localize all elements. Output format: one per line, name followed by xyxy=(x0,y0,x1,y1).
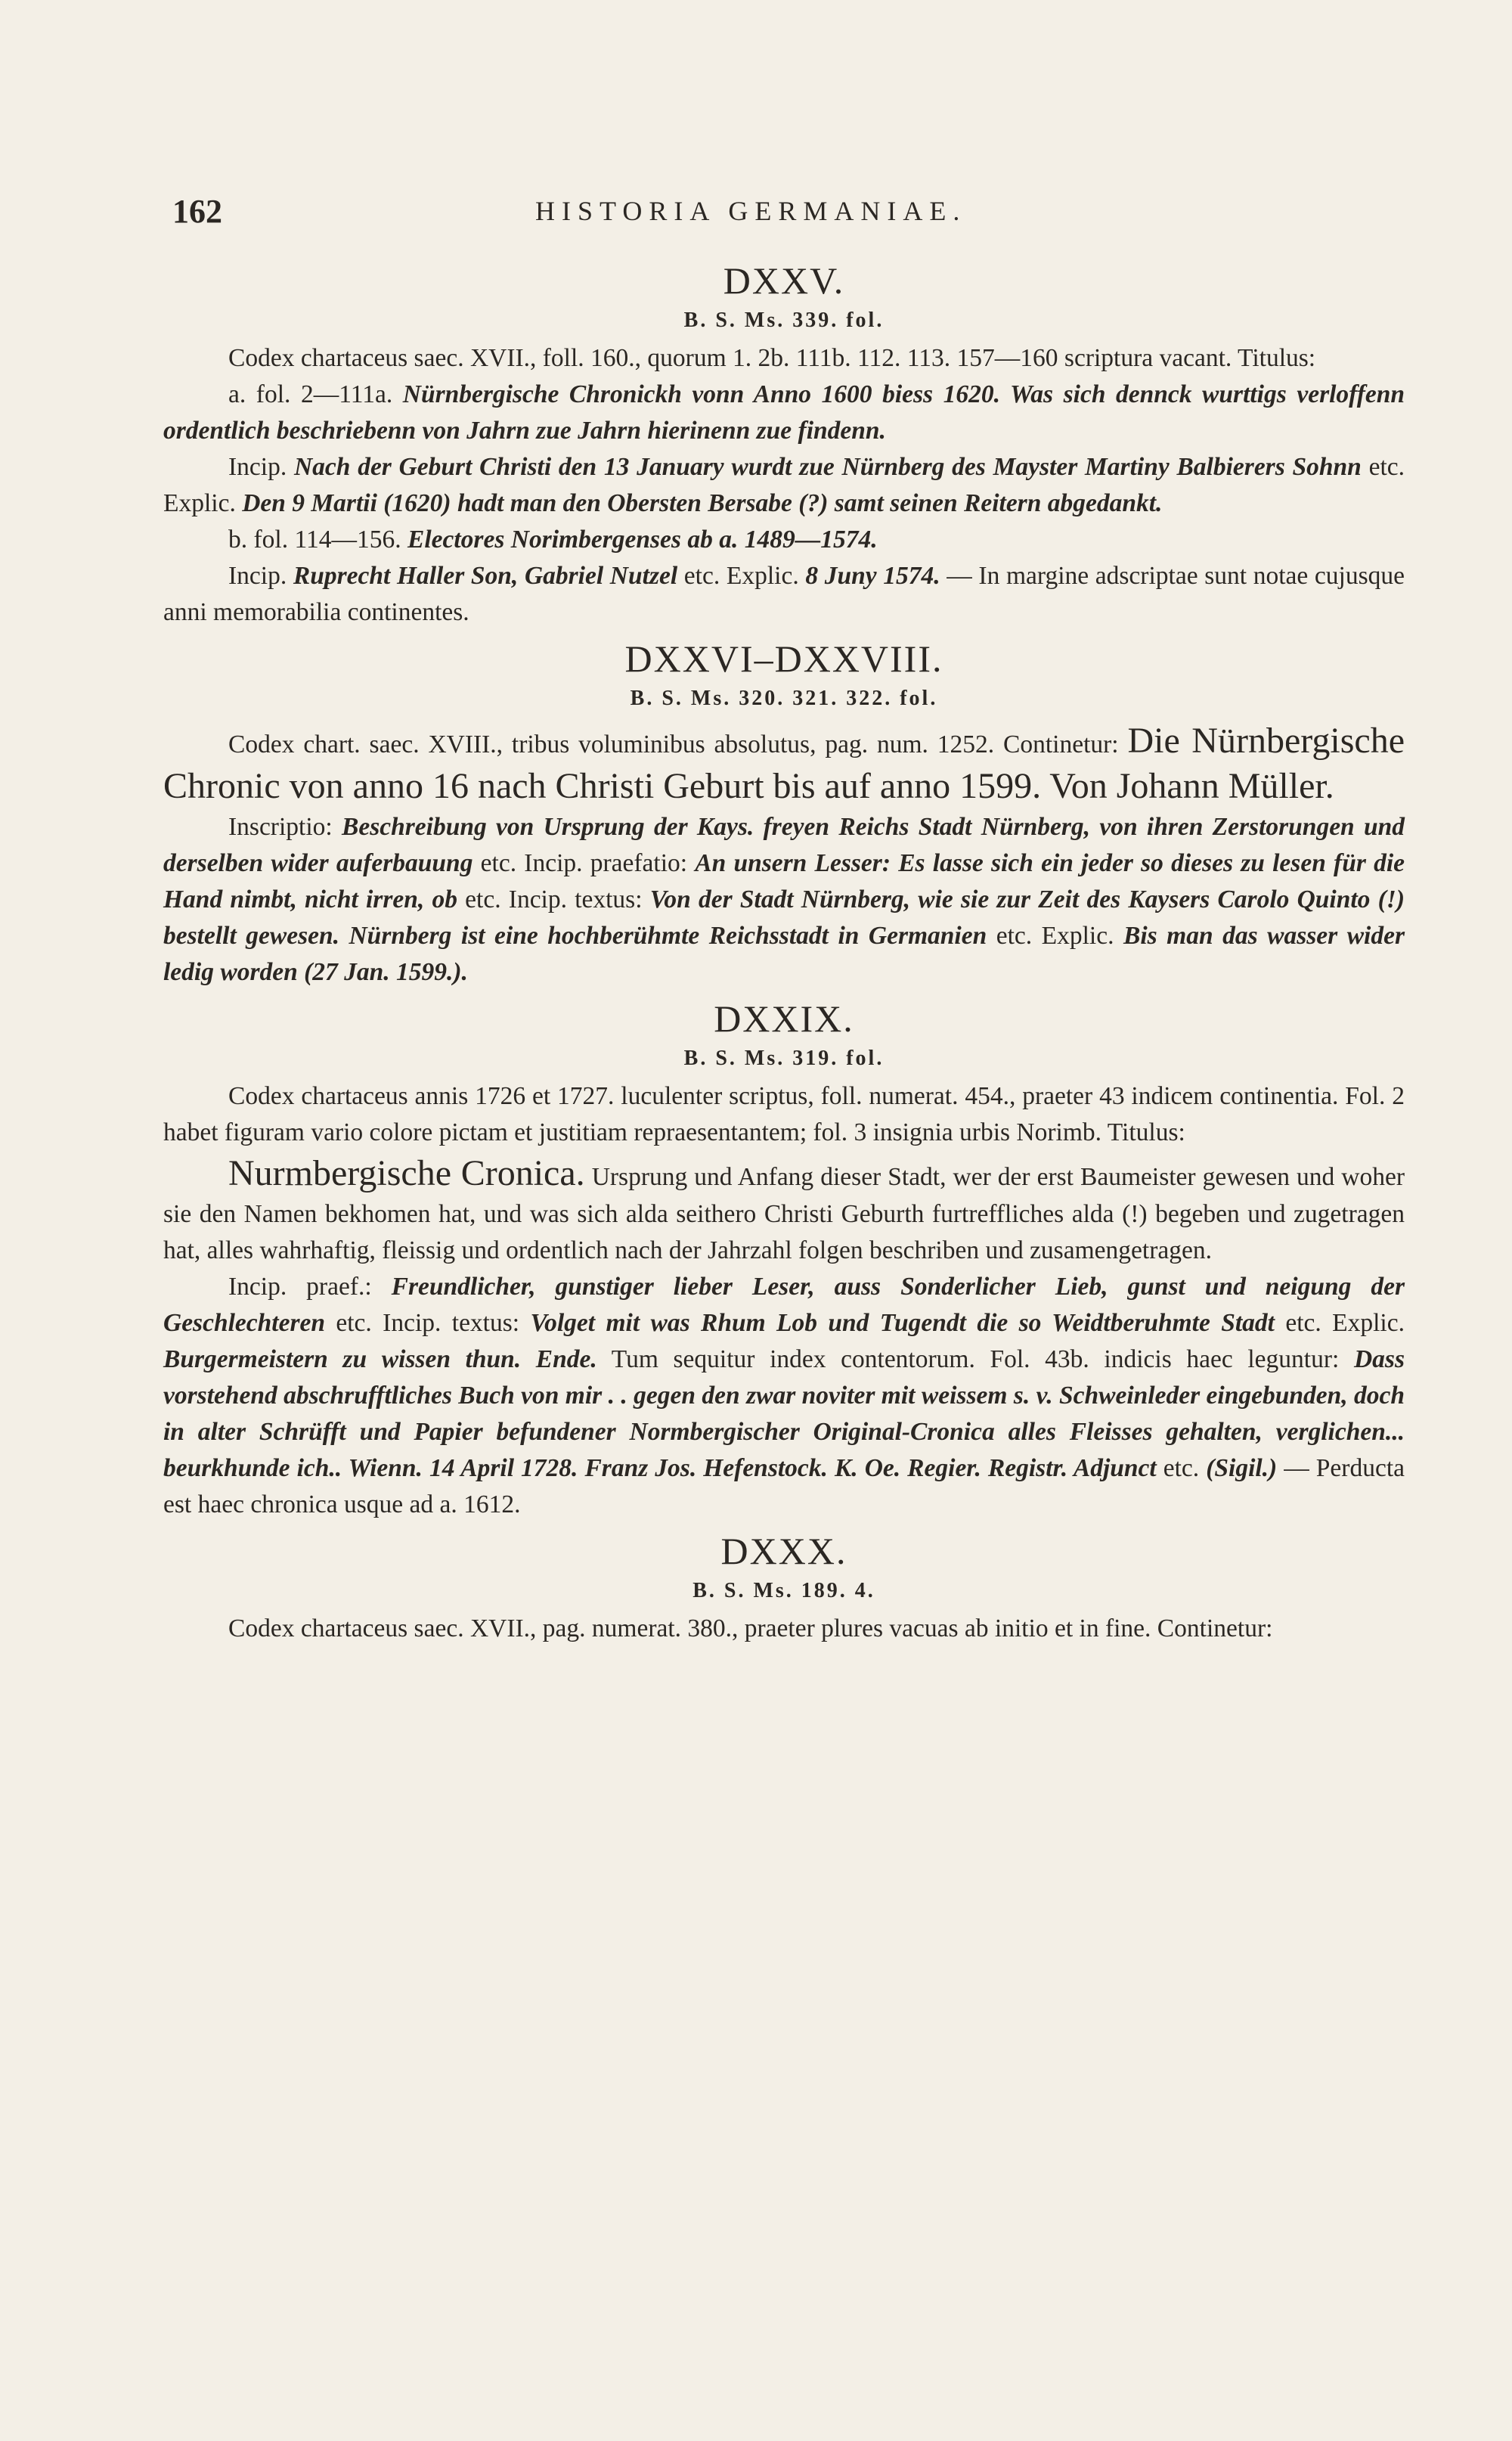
page-number: 162 xyxy=(172,193,222,230)
german-title: Nürnbergische Chronickh vonn Anno 1600 biess 1620. Was sich dennck wurttigs verloffenn ordentlich beschriebenn von Jahrn zue Jahrn hierinenn zue findenn. xyxy=(163,380,1405,445)
textus-label: etc. Incip. textus: xyxy=(325,1309,531,1337)
entry-heading: DXXIX. xyxy=(714,997,854,1040)
codex-description xyxy=(163,718,1405,809)
praefatio-text: An unsern Lesser: Es lasse sich ein jeder so dieses zu lesen für die Hand nimbt, nicht irren, ob xyxy=(163,849,1405,913)
codex-description-text: Codex chart. saec. XVIII., tribus voluminibus absolutus, pag. num. 1252. Continetur: xyxy=(228,730,1119,758)
closing-note: — Perducta est haec chronica usque ad a. 1612. xyxy=(163,1454,1405,1518)
incipit-explicit-a xyxy=(163,449,1405,522)
entry-dxxv xyxy=(163,257,1405,631)
explic-label: etc. Explic. xyxy=(163,453,1405,517)
chronicle-subtitle: Ursprung und Anfang dieser Stadt, wer der erst Baumeister gewesen und woher sie den Namen bekhomen hat, und was sich alda seithero Christi Geburth furtreffliches alda (!) begeben und zugetragen hat, alles wahrhaftig, fleissig und ordentlich nach der Jahrzahl folgen beschriben und zusamengetragen. xyxy=(163,1163,1405,1264)
textus-label: etc. Incip. textus: xyxy=(457,886,650,913)
latin-title: Electores Norimbergenses ab a. 1489—1574. xyxy=(407,526,878,554)
inscription-text: Beschreibung von Ursprung der Kays. freyen Reichs Stadt Nürnberg, von ihren Zerstorungen und derselben wider auferbauung xyxy=(163,813,1405,877)
incip-label: Incip. xyxy=(228,453,294,481)
codex-description-text: Codex chartaceus saec. XVII., pag. numerat. 380., praeter plures vacuas ab initio et in fine. Continetur: xyxy=(228,1614,1273,1642)
incipit-explicit-b xyxy=(163,558,1405,631)
chronicle-title-paragraph xyxy=(163,1151,1405,1269)
index-note: Tum sequitur index contentorum. Fol. 43b. indicis haec leguntur: xyxy=(596,1345,1354,1373)
textus-text: Von der Stadt Nürnberg, wie sie zur Zeit des Kaysers Carolo Quinto (!) bestellt gewesen. Nürnberg ist eine hochberühmte Reichsstadt in Germanien xyxy=(163,886,1405,950)
entry-heading: DXXV. xyxy=(723,259,845,302)
incipit-text: Ruprecht Haller Son, Gabriel Nutzel xyxy=(293,562,678,590)
attestation-text: Dass vorstehend abschrufftliches Buch von mir . . gegen den zwar noviter mit weissem s. v. Schweinleder eingebunden, doch in alter Schrüfft und Papier befundener Normbergischer Original-Cronica alles Fleisses gehalten, verglichen... beurkhunde ich.. Wienn. 14 April 1728. Franz Jos. Hefenstock. K. Oe. Regier. Registr. Adjunct xyxy=(163,1345,1405,1482)
explic-label: etc. Explic. xyxy=(987,922,1123,950)
catalogue-body xyxy=(163,253,1405,1647)
explic-label: etc. Explic. xyxy=(677,562,806,590)
entry-dxxix xyxy=(163,995,1405,1523)
explicit-text: Bis man das wasser wider ledig worden (27 Jan. 1599.). xyxy=(163,922,1405,986)
praefatio-text: Freundlicher, gunstiger lieber Leser, auss Sonderlicher Lieb, gunst und neigung der Geschlechteren xyxy=(163,1273,1405,1337)
chronicle-title: Nurmbergische Cronica. xyxy=(228,1153,585,1193)
incip-label: Incip. xyxy=(228,562,293,590)
entry-shelfmark: B. S. Ms. 319. fol. xyxy=(683,1047,885,1070)
codex-description xyxy=(163,340,1405,377)
entry-shelfmark: B. S. Ms. 320. 321. 322. fol. xyxy=(630,687,938,710)
inscription xyxy=(163,809,1405,991)
folio-range: b. fol. 114—156. xyxy=(228,526,407,554)
explicit-text: Den 9 Martii (1620) hadt man den Obersten Bersabe (?) samt seinen Reitern abgedankt. xyxy=(242,489,1163,517)
chronicle-title: Die Nürnbergische Chronic von anno 16 nach Christi Geburt bis auf anno 1599. Von Johann Müller. xyxy=(163,721,1405,806)
entry-shelfmark: B. S. Ms. 189. 4. xyxy=(692,1579,875,1602)
sigil-note: (Sigil.) xyxy=(1206,1454,1278,1482)
codex-description-text: Codex chartaceus annis 1726 et 1727. luculenter scriptus, foll. numerat. 454., praeter 43 indicem continentia. Fol. 2 habet figuram vario colore pictam et justitiam repraesentantem; fol. 3 insignia urbis Norimb. Titulus: xyxy=(163,1082,1405,1146)
incipit-text: Nach der Geburt Christi den 13 January wurdt zue Nürnberg des Mayster Martiny Balbierers Sohnn xyxy=(293,453,1362,481)
explic-label: etc. Explic. xyxy=(1274,1309,1405,1337)
explicit-text: 8 Juny 1574. xyxy=(805,562,940,590)
running-title: HISTORIA GERMANIAE. xyxy=(535,196,967,226)
inscriptio-label: Inscriptio: xyxy=(228,813,342,841)
folio-range: a. fol. 2—111a. xyxy=(228,380,403,408)
title-b xyxy=(163,522,1405,558)
codex-description-text: Codex chartaceus saec. XVII., foll. 160., quorum 1. 2b. 111b. 112. 113. 157—160 scriptura vacant. Titulus: xyxy=(228,344,1316,372)
incipit-explicit xyxy=(163,1269,1405,1523)
textus-text: Volget mit was Rhum Lob und Tugendt die so Weidtberuhmte Stadt xyxy=(530,1309,1275,1337)
entry-dxxx xyxy=(163,1528,1405,1647)
entry-heading: DXXVI–DXXVIII. xyxy=(624,637,943,680)
praefatio-label: etc. Incip. praefatio: xyxy=(472,849,696,877)
codex-description xyxy=(163,1611,1405,1647)
entry-dxxvi-dxxviii xyxy=(163,635,1405,991)
running-head xyxy=(172,192,1352,237)
etc-label: etc. xyxy=(1156,1454,1207,1482)
codex-description xyxy=(163,1078,1405,1151)
incip-label: Incip. praef.: xyxy=(228,1273,392,1301)
title-a xyxy=(163,377,1405,449)
margin-note: — In margine adscriptae sunt notae cujusque anni memorabilia continentes. xyxy=(163,562,1405,626)
explicit-text: Burgermeistern zu wissen thun. Ende. xyxy=(163,1345,597,1373)
entry-heading: DXXX. xyxy=(720,1530,847,1572)
entry-shelfmark: B. S. Ms. 339. fol. xyxy=(683,309,885,332)
